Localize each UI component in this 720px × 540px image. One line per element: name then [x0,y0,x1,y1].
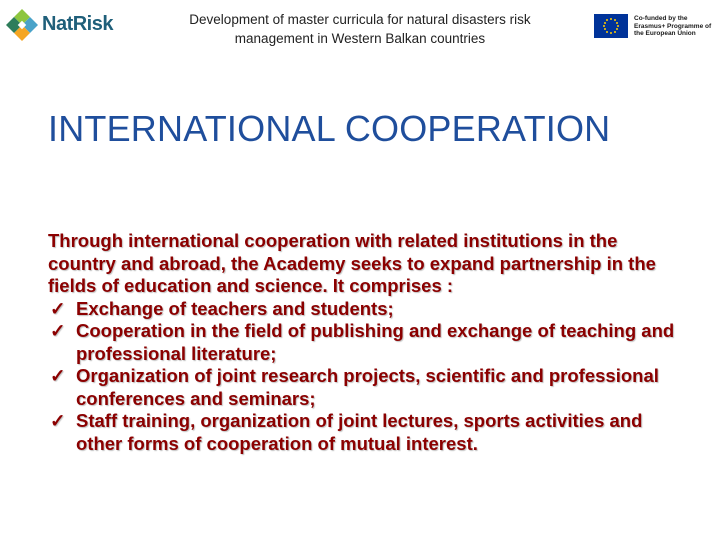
natrisk-logo [4,4,116,46]
erasmus-cofunding-text: Co-funded by the Erasmus+ Programme of the European Union [634,15,712,37]
list-item [48,298,688,321]
cooperation-list [48,298,688,456]
list-item [48,320,688,365]
slide-body [48,230,688,455]
slide-title: INTERNATIONAL COOPERATION [48,108,611,150]
checkmark-icon: ✓ [50,320,66,341]
list-item [48,410,688,455]
list-item-text: Organization of joint research projects, scientific and professional conferences and seminars; [76,365,659,409]
checkmark-icon: ✓ [50,410,66,431]
natrisk-logo-mark-icon [4,4,44,46]
list-item-text: Cooperation in the field of publishing and exchange of teaching and professional literature; [76,320,675,364]
intro-paragraph: Through international cooperation with related institutions in the country and abroad, the Academy seeks to expand partnership in the fields of education and science. It comprises : [48,230,656,296]
checkmark-icon: ✓ [50,365,66,386]
list-item-text: Exchange of teachers and students; [76,297,394,319]
eu-flag-icon [594,14,628,38]
erasmus-cofunding-badge [594,14,714,40]
list-item [48,365,688,410]
natrisk-logo-text: NatRisk [42,13,113,35]
project-header-title: Development of master curricula for natural disasters risk management in Western Balkan countries [189,12,531,46]
checkmark-icon: ✓ [50,297,66,319]
list-item-text: Staff training, organization of joint lectures, sports activities and other forms of cooperation of mutual interest. [76,410,643,454]
